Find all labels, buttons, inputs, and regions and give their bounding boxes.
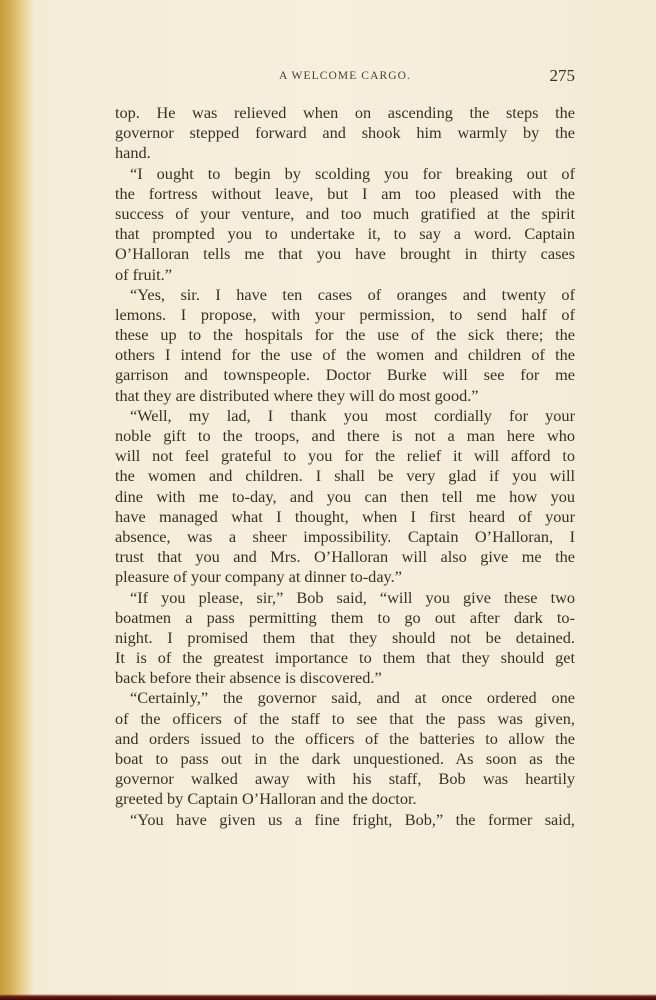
text-line: “I ought to begin by scolding you for breaking out of xyxy=(130,163,575,183)
text-line: governor stepped forward and shook him warmly by the xyxy=(115,123,575,143)
text-line: noble gift to the troops, and there is not a man here who xyxy=(115,426,575,445)
text-line: have managed what I thought, when I first heard of your xyxy=(115,506,575,526)
text-line: will not feel grateful to you for the relief it will afford to xyxy=(115,446,575,466)
text-line: and orders issued to the officers of the batteries to allow the xyxy=(115,728,575,748)
text-line: trust that you and Mrs. O’Halloran will also give me the xyxy=(115,547,575,567)
running-head-title: A WELCOME CARGO. xyxy=(278,70,412,82)
page-number: 275 xyxy=(549,66,575,85)
text-line: lemons. I propose, with your permission, to send half of xyxy=(115,304,575,324)
text-line: boatmen a pass permitting them to go out after dark to- xyxy=(115,607,575,627)
page-gutter xyxy=(0,0,34,1000)
text-line: absence, was a sheer impossibility. Captain O’Halloran, I xyxy=(115,526,575,546)
page-bottom-edge xyxy=(0,994,656,1000)
text-line: that they are distributed where they will do most good.” xyxy=(115,385,479,405)
text-line: of the officers of the staff to see that the pass was given, xyxy=(115,708,575,728)
text-line: It is of the greatest importance to them that they should get xyxy=(115,648,575,668)
body-text xyxy=(115,103,575,830)
text-line: O’Halloran tells me that you have brought in thirty cases xyxy=(115,244,575,264)
text-line: governor walked away with his staff, Bob was heartily xyxy=(115,769,575,789)
text-line: boat to pass out in the dark unquestioned. As soon as the xyxy=(115,749,575,768)
text-line: hand. xyxy=(115,143,151,163)
text-line: back before their absence is discovered.” xyxy=(115,668,382,688)
text-line: “Well, my lad, I thank you most cordially for your xyxy=(130,405,575,425)
text-line: night. I promised them that they should not be detained. xyxy=(115,627,575,647)
running-head xyxy=(115,66,575,90)
text-line: these up to the hospitals for the use of the sick there; the xyxy=(115,325,575,345)
text-line: of fruit.” xyxy=(115,264,172,284)
text-line: pleasure of your company at dinner to-day.” xyxy=(115,567,402,587)
text-line: top. He was relieved when on ascending the steps the xyxy=(115,103,575,122)
text-line: “Certainly,” the governor said, and at once ordered one xyxy=(130,688,575,708)
text-line: dine with me to-day, and you can then tell me how you xyxy=(115,486,575,506)
text-line: “You have given us a fine fright, Bob,” the former said, xyxy=(130,809,575,829)
text-line: others I intend for the use of the women and children of the xyxy=(115,345,575,365)
text-line: garrison and townspeople. Doctor Burke will see for me xyxy=(115,365,575,385)
text-line: that prompted you to undertake it, to say a word. Captain xyxy=(115,224,575,244)
text-line: the women and children. I shall be very glad if you will xyxy=(115,466,575,486)
text-line: “Yes, sir. I have ten cases of oranges and twenty of xyxy=(130,284,575,304)
text-line: the fortress without leave, but I am too pleased with the xyxy=(115,183,575,203)
text-line: success of your venture, and too much gratified at the spirit xyxy=(115,203,575,223)
text-line: greeted by Captain O’Halloran and the doctor. xyxy=(115,789,417,809)
text-line: “If you please, sir,” Bob said, “will you give these two xyxy=(130,587,575,607)
